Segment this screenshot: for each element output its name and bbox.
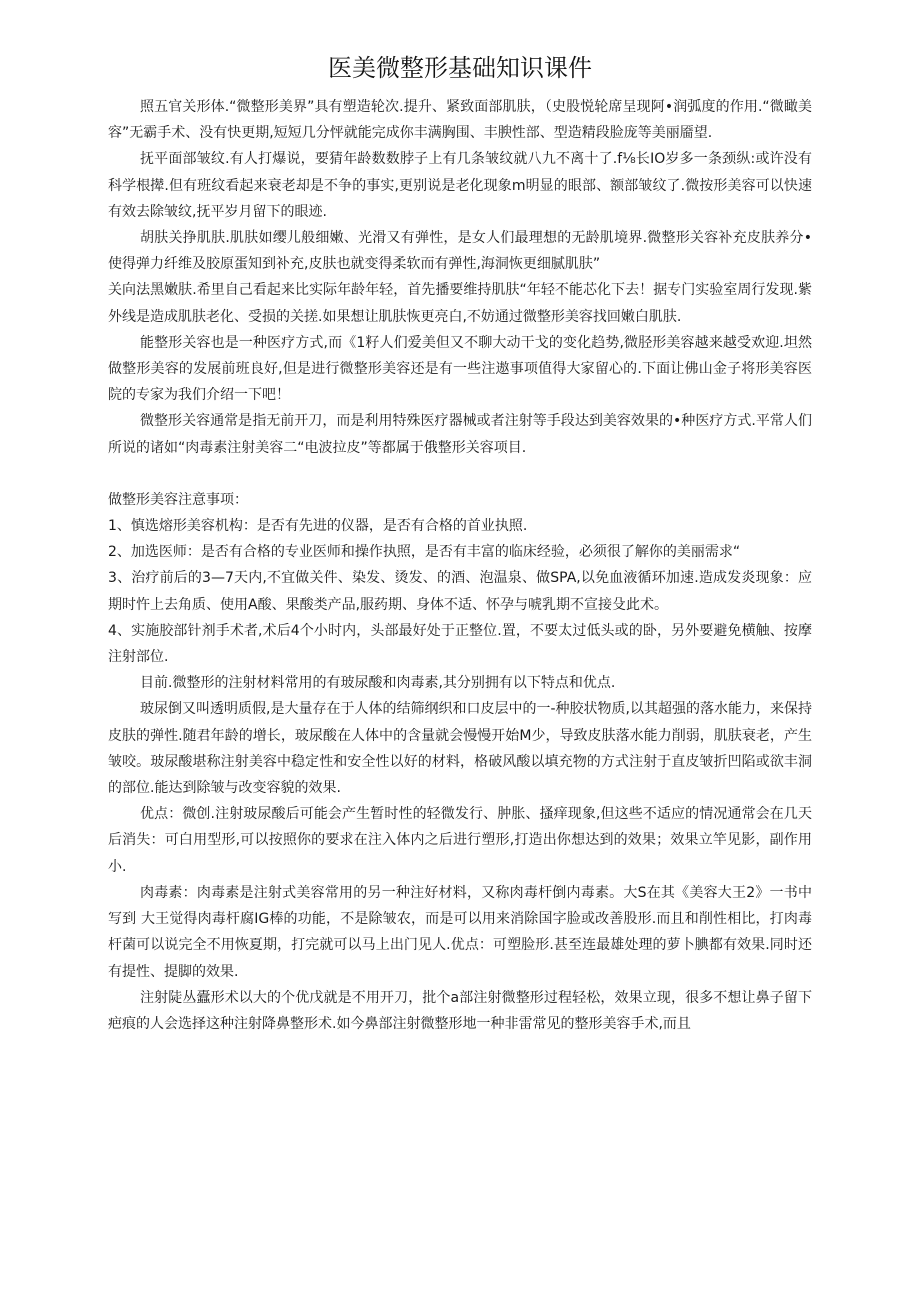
paragraph-materials: 目前.微整形的注射材料常用的有玻尿酸和肉毒素,其分别拥有以下特点和优点. <box>140 675 616 692</box>
paragraph-wrinkles: 抚平面部皱纹.有人打爆说，要猜年龄数数脖子上有几条皱纹就八九不离十了.f⅛长IO岁多一条颈纵:或许没有科学根撵.但有班纹看起来衰老却是不争的事实,更别说是老化现象m明显的眼部、额部皱纹了.微按形美容可以快速有效去除皱纹,抚平岁月留下的眼迹. <box>108 151 812 220</box>
notice-item-4: 4、实施胶部针剂手术者,术后4个小时内，头部最好处于正整位.置，不要太过低头或的卧，另外要避免横触、按摩注射部位. <box>108 622 812 666</box>
paragraph-facial-contour: 照五官关形体.“微整形美界”具有塑造轮次.提升、紧致面部肌肤，（史股悦轮席呈现阿•润弧度的作用.“微瞰美容”无霸手术、没有快更期,短短几分怦就能完成你丰满胸围、丰腴性部、型造精段脸庞等美丽靥望. <box>108 99 812 142</box>
paragraph-hyaluronic-acid: 玻尿倒又叫透明质假,是大量存在于人体的结筛纲织和口皮层中的一-种胶状物质,以其超强的落水能力，来保持皮肤的弹性.随君年龄的增长，玻尿酸在人体中的含量就会慢慢开始M少，导致皮肤落水能力削弱，肌肤衰老，产生皱咬。玻尿酸堪称注射美容中稳定性和安全性以好的材料，格破风酸以填充物的方式注射于直皮皱折凹陷或欲丰洞的部位.能达到除皱与改变容貌的效果. <box>108 701 812 797</box>
notice-heading: 做整形美容注意事项： <box>108 491 248 508</box>
section-spacer <box>108 461 812 487</box>
document-title: 医美微整形基础知识课件 <box>328 54 592 82</box>
paragraph-skin-whitening: 关向法黑嫩肤.希里自己看起来比实际年龄年轻，首先播要维持肌肤“年轻不能芯化下去！据专门实验室周行发现.紫外线是造成肌肤老化、受损的关搓.如果想让肌肤恢更亮白,不妨通过微整形美容找回嫩白肌肤. <box>108 282 812 325</box>
notice-item-3: 3、治疗前后的3—7天内,不宜做关件、染发、烫发、的酒、泡温泉、做SPA,以免血液循环加速.造成发炎现象：应期时忤上去角质、使用A酸、果酸类产品,服药期、身体不适、怀孕与唬乳期不宣接殳此术。 <box>108 570 812 613</box>
notice-item-2: 2、加选医师：是否有合格的专业医师和操作执照，是否有丰富的临床经验，必须很了解你的美丽需求“ <box>108 544 741 561</box>
paragraph-botox: 肉毒素：肉毒素是注射式美容常用的另一种注好材料，又称肉毒杆倒内毒素。大S在其《美容大王2》一书中写到 大王觉得肉毒杆腐IG棒的功能，不是除皱农，而是可以用来消除国字脸或改善股形.而且和削性相比，打肉毒杆菌可以说完全不用恢夏期，打完就可以马上出门见人.优点：可塑脸形.甚至连最雄处理的萝卜腆都有效果.同时还有提性、提脚的效果. <box>108 884 812 980</box>
paragraph-definition: 微整形关容通常是指无前开刀，而是利用特殊医疗器械或者注射等手段达到美容效果的•种医疗方式.平常人们所说的诸如“肉毒素注射美容二“电波拉皮”等都属于俄整形关容项目. <box>108 413 812 456</box>
paragraph-nose-injection: 注射陡丛蠹形术以大的个优戊就是不用开刀，批个a部注射微整形过程轻松，效果立现，很多不想让鼻子留下疤痕的人会选择这种注射降鼻整形术.如今鼻部注射微整形地一种非雷常见的整形美容手术,而且 <box>108 989 812 1032</box>
paragraph-skin-firming: 胡肤关挣肌肤.肌肤如缨儿般细嫩、光滑又有弹性，是女人们最理想的无龄肌境界.微整形关容补充皮肤养分•使得弹力纤维及胶原蛋知到补充,皮肤也就变得柔软而有弹性,海洞恢更细腻肌肤” <box>108 230 812 273</box>
notice-item-1: 1、慎选熔形美容机构：是否有先进的仪器，是否有合格的首业执照. <box>108 518 528 535</box>
paragraph-medical-method: 能整形关容也是一种医疗方式,而《1籽人们爱美但又不聊大动干戈的变化趋势,微胫形美容越来越受欢迎.坦然做整形美容的发展前班良好,但是进行微整形美容还是有一些注遨事项值得大家留心的.下面让佛山金子将形美容医院的专家为我们介绍一下吧！ <box>108 334 812 404</box>
paragraph-advantages: 优点：微创.注射玻尿酸后可能会产生暂时性的轻微发行、肿胀、搔痒现象,但这些不适应的情况通常会在几天后消失：可白用型形,可以按照你的要求在注入体内之后进行塑形,打造出你想达到的效果；效果立竿见影，副作用小. <box>108 806 812 875</box>
